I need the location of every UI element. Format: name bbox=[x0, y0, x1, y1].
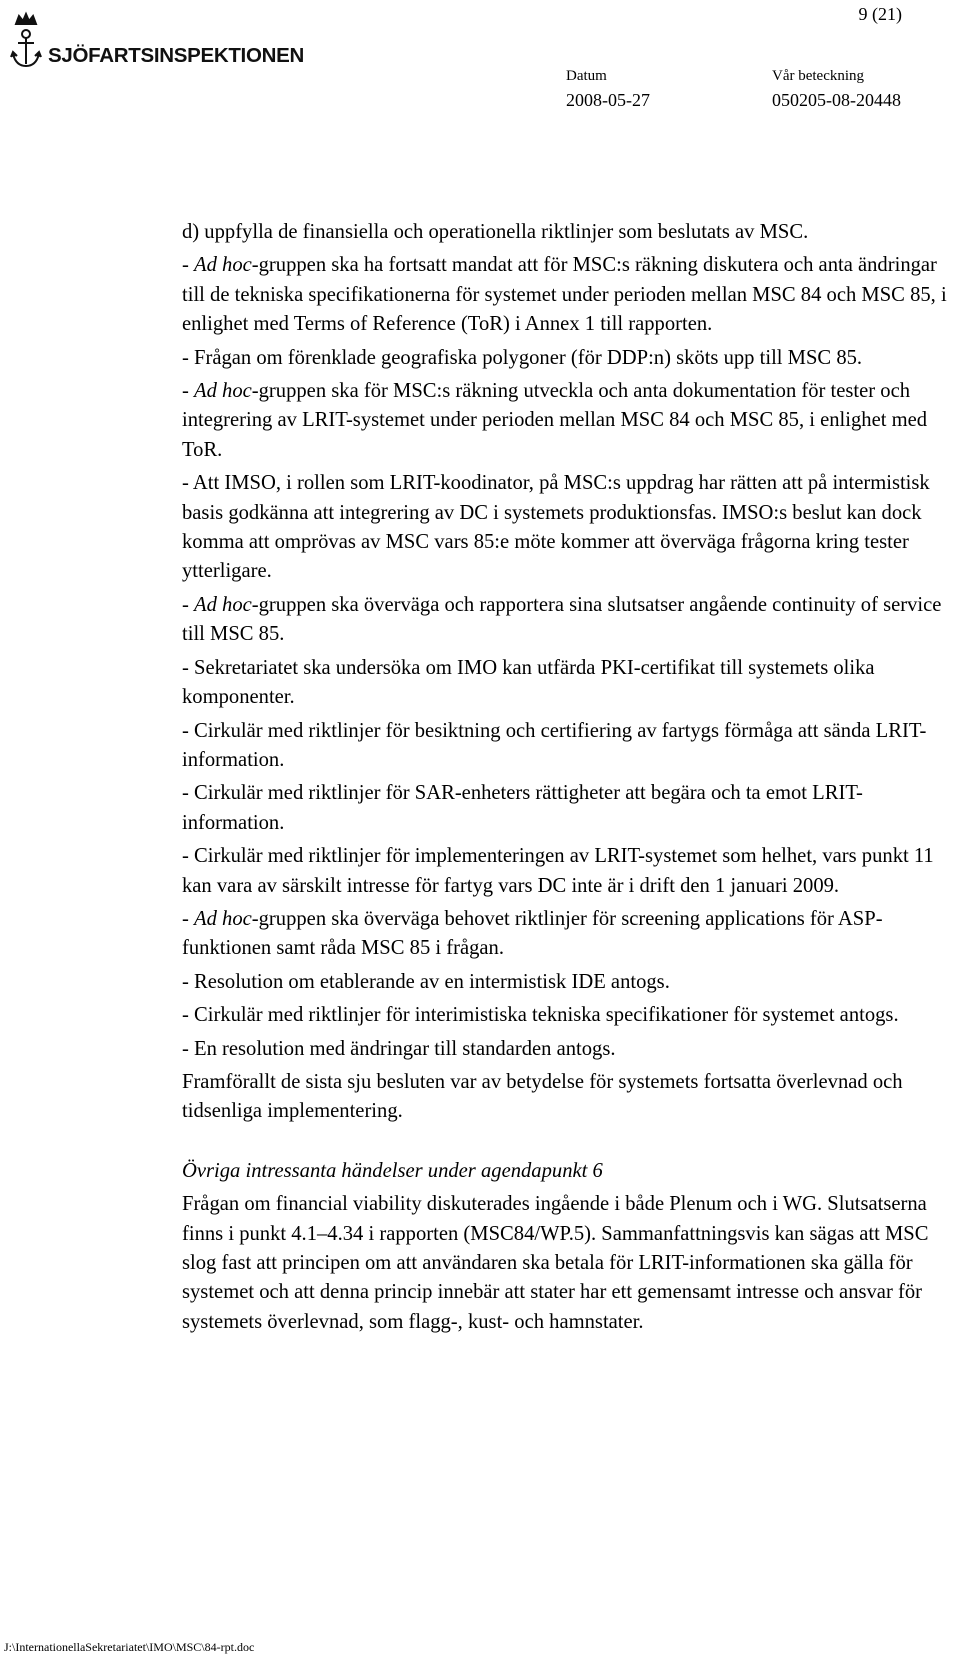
logo-wordmark: SJÖFARTSINSPEKTIONEN bbox=[48, 44, 304, 67]
reference-label: Vår beteckning bbox=[772, 68, 865, 84]
paragraph: - Ad hoc-gruppen ska överväga behovet riktlinjer för screening applications för ASP-funktionen samt råda MSC 85 i frågan. bbox=[182, 907, 883, 960]
paragraph: - Ad hoc-gruppen ska överväga och rapportera sina slutsatser angående continuity of service till MSC 85. bbox=[182, 593, 942, 646]
paragraph: - Sekretariatet ska undersöka om IMO kan utfärda PKI-certifikat till systemets olika komponenter. bbox=[182, 656, 875, 709]
reference-value: 050205-08-20448 bbox=[772, 90, 901, 110]
paragraph: - Cirkulär med riktlinjer för besiktning och certifiering av fartygs förmåga att sända LRIT-information. bbox=[182, 719, 927, 771]
paragraph: - Att IMSO, i rollen som LRIT-koodinator, på MSC:s uppdrag har rätten att på intermistisk basis godkänna att integrering av DC i systemets produktionsfas. IMSO:s beslut kan dock komma att omprövas av MSC vars 85:e möte kommer att överväga frågorna kring tester ytterligare. bbox=[182, 472, 930, 583]
paragraph: - En resolution med ändringar till standarden antogs. bbox=[182, 1037, 616, 1060]
agency-logo bbox=[8, 10, 304, 72]
paragraph: - Ad hoc-gruppen ska för MSC:s räkning utveckla och anta dokumentation för tester och integrering av LRIT-systemet under perioden mellan MSC 84 och MSC 85, i enlighet med ToR. bbox=[182, 380, 928, 461]
closing-paragraph: Frågan om financial viability diskuterades ingående i både Plenum och i WG. Slutsatserna finns i punkt 4.1–4.34 i rapporten (MSC84/WP.5). Sammanfattningsvis kan sägas att MSC slog fast att principen om att användaren ska betala för LRIT-informationen ska gälla för systemet och att denna princip innebär att stater har ett gemensamt intresse och ansvar för systemets överlevnad, som flagg-, kust- och hamnstater. bbox=[182, 1193, 929, 1333]
page-number: 9 (21) bbox=[858, 4, 902, 24]
reference-block bbox=[772, 65, 901, 113]
paragraph: - Cirkulär med riktlinjer för SAR-enheters rättigheter att begära och ta emot LRIT-information. bbox=[182, 782, 863, 834]
date-block bbox=[566, 65, 650, 113]
date-label: Datum bbox=[566, 68, 607, 84]
paragraph: - Ad hoc-gruppen ska ha fortsatt mandat att för MSC:s räkning diskutera och anta ändringar till de tekniska specifikationerna för systemet under perioden mellan MSC 84 och MSC 85, i enlighet med Terms of Reference (ToR) i Annex 1 till rapporten. bbox=[182, 254, 947, 336]
anchor-crown-icon bbox=[8, 10, 44, 70]
section-heading: Övriga intressanta händelser under agendapunkt 6 bbox=[182, 1159, 603, 1182]
paragraph: Framförallt de sista sju besluten var av betydelse för systemets fortsatta överlevnad och tidsenliga implementering. bbox=[182, 1070, 903, 1123]
paragraph: - Frågan om förenklade geografiska polygoner (för DDP:n) sköts upp till MSC 85. bbox=[182, 346, 863, 369]
document-body bbox=[182, 218, 950, 1341]
file-path-footer: J:\InternationellaSekretariatet\IMO\MSC\84-rpt.doc bbox=[4, 1640, 255, 1654]
paragraph: d) uppfylla de finansiella och operationella riktlinjer som beslutats av MSC. bbox=[182, 221, 809, 243]
paragraph: - Resolution om etablerande av en intermistisk IDE antogs. bbox=[182, 970, 670, 993]
date-value: 2008-05-27 bbox=[566, 90, 650, 110]
paragraph: - Cirkulär med riktlinjer för interimistiska tekniska specifikationer för systemet antogs. bbox=[182, 1004, 899, 1027]
paragraph: - Cirkulär med riktlinjer för implementeringen av LRIT-systemet som helhet, vars punkt 11 kan vara av särskilt intresse för fartyg vars DC inte är i drift den 1 januari 2009. bbox=[182, 845, 934, 897]
